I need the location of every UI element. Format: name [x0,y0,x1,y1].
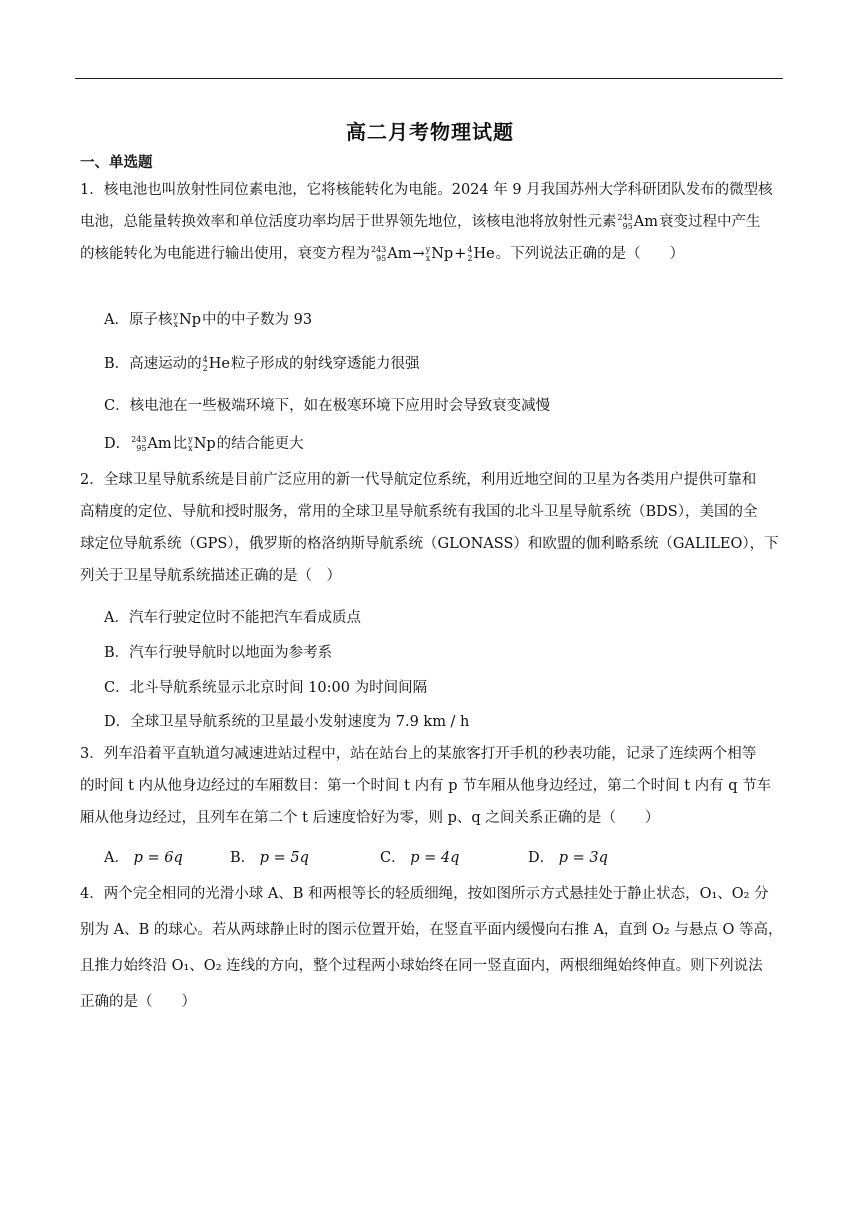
np-isotope: y x Np [425,245,454,263]
section-heading: 一、单选题 [80,154,153,171]
header-rule [75,78,783,79]
q2-option-c[interactable]: C．北斗导航系统显示北京时间 10:00 为时间间隔 [104,680,428,696]
q1-line-2: 电池，总能量转换效率和单位活度功率均居于世界领先地位，该核电池将放射性元素 243 95 Am 衰变过程中产生 [80,206,784,238]
q3-option-b[interactable]: B． p = 5q [230,850,309,866]
q2-line-1: 2．全球卫星导航系统是目前广泛应用的新一代导航定位系统，利用近地空间的卫星为各类用户提供可靠和 [80,472,757,488]
q3-line-3: 厢从他身边经过，且列车在第二个 t 后速度恰好为零，则 p、q 之间关系正确的是（ ） [80,810,660,826]
q3-option-a[interactable]: A． p = 6q [104,850,183,866]
np-isotope: y x Np [188,435,216,453]
q2-option-b[interactable]: B．汽车行驶导航时以地面为参考系 [104,645,333,661]
q1-option-c[interactable]: C．核电池在一些极端环境下，如在极寒环境下应用时会导致衰变减慢 [104,398,551,414]
question-4 [80,876,784,1020]
q1-line-1: 1．核电池也叫放射性同位素电池，它将核能转化为电能。2024 年 9 月我国苏州大学科研团队发布的微型核 [80,182,773,198]
q1-option-d[interactable]: D． 243 95 Am 比 y x Np 的结合能更大 [104,435,304,453]
am-isotope: 243 95 Am [131,435,172,453]
np-isotope: y x Np [173,311,201,329]
q4-line-2: 别为 A、B 的球心。若从两球静止时的图示位置开始，在竖直平面内缓慢向右推 A，直到 O₂ 与悬点 O 等高， [80,922,783,938]
am-isotope: 243 95 Am [371,245,412,263]
page-title: 高二月考物理试题 [346,120,514,144]
q4-line-4: 正确的是（ ） [80,994,196,1010]
am-isotope: 243 95 Am [617,213,659,231]
q2-line-2: 高精度的定位、导航和授时服务，常用的全球卫星导航系统有我国的北斗卫星导航系统（BDS），美国的全 [80,504,758,520]
question-3 [80,738,784,834]
question-1 [80,174,784,270]
q2-line-3: 球定位导航系统（GPS），俄罗斯的格洛纳斯导航系统（GLONASS）和欧盟的伽利略系统（GALILEO），下 [80,536,779,552]
q3-line-2: 的时间 t 内从他身边经过的车厢数目：第一个时间 t 内有 p 节车厢从他身边经过，第二个时间 t 内有 q 节车 [80,778,772,794]
question-2 [80,464,784,592]
he-isotope: 4 2 He [467,245,495,263]
arrow-symbol: → [412,246,425,262]
he-isotope: 4 2 He [202,355,230,373]
q4-line-3: 且推力始终沿 O₁、O₂ 连线的方向，整个过程两小球始终在同一竖直面内，两根细绳始终伸直。则下列说法 [80,958,763,974]
q3-line-1: 3．列车沿着平直轨道匀减速进站过程中，站在站台上的某旅客打开手机的秒表功能，记录了连续两个相等 [80,746,757,762]
q1-option-b[interactable]: B．高速运动的 4 2 He 粒子形成的射线穿透能力很强 [104,355,420,373]
q2-option-a[interactable]: A．汽车行驶定位时不能把汽车看成质点 [104,610,361,626]
q3-option-c[interactable]: C． p = 4q [380,850,460,866]
q3-option-d[interactable]: D． p = 3q [528,850,608,866]
q1-option-a[interactable]: A．原子核 y x Np 中的中子数为 93 [104,311,313,329]
q4-line-1: 4．两个完全相同的光滑小球 A、B 和两根等长的轻质细绳，按如图所示方式悬挂处于静止状态，O₁、O₂ 分 [80,886,769,902]
q2-line-4: 列关于卫星导航系统描述正确的是（ ） [80,568,341,584]
q2-option-d[interactable]: D．全球卫星导航系统的卫星最小发射速度为 7.9 km / h [104,714,470,730]
q1-line-3: 的核能转化为电能进行输出使用，衰变方程为 243 95 Am → y x Np + 4 2 He 。下列说法正确的是（ ） [80,238,784,270]
